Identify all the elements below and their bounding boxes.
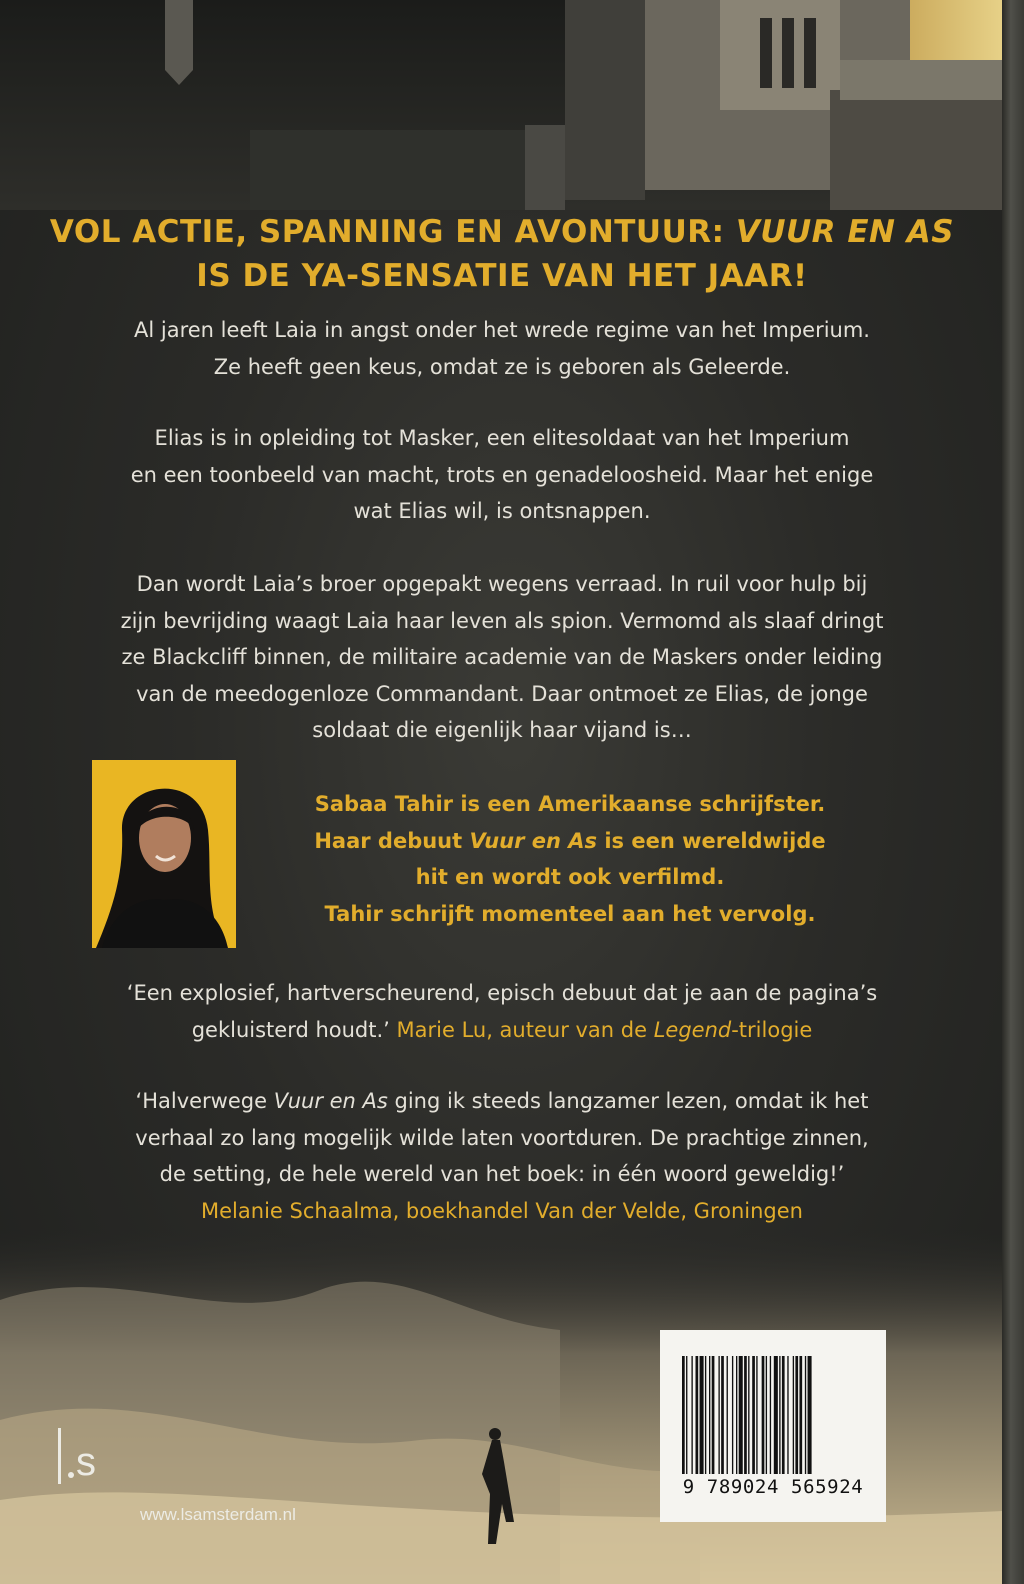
- author-bio: Sabaa Tahir is een Amerikaanse schrijfster. Haar debuut Vuur en As is een wereldwijde hit en wordt ook verfilmd. Tahir schrijft momenteel aan het vervolg.: [314, 792, 826, 926]
- headline-line-2: IS DE YA-SENSATIE VAN HET JAAR!: [196, 258, 808, 294]
- spine-edge: [1002, 0, 1024, 1584]
- barcode-bar: [748, 1356, 749, 1474]
- quote-1-attribution: Marie Lu, auteur van de Legend-trilogie: [396, 1017, 813, 1042]
- barcode: [660, 1330, 886, 1522]
- publisher-website[interactable]: www.lsamsterdam.nl: [140, 1505, 296, 1524]
- barcode-bar: [727, 1356, 728, 1474]
- review-quote-2: ‘Halverwege Vuur en As ging ik steeds langzamer lezen, omdat ik het verhaal zo lang mogelijk wilde laten voortduren. De prachtige zinnen, de setting, de hele wereld van het boek: in één woord geweldig!’ Melanie Schaalma, boekhandel Van der Velde, Groningen: [0, 1083, 1004, 1229]
- barcode-bar: [766, 1356, 767, 1474]
- barcode-bar: [756, 1356, 757, 1474]
- blurb-paragraph-3: Dan wordt Laia’s broer opgepakt wegens verraad. In ruil voor hulp bij zijn bevrijding waagt Laia haar leven als spion. Vermomd als slaaf dringt ze Blackcliff binnen, de militaire academie van de Maskers onder leiding van de meedogenloze Commandant. Daar ontmoet ze Elias, de jonge soldaat die eigenlijk haar vijand is…: [120, 572, 884, 742]
- blurb-paragraph-2: Elias is in opleiding tot Masker, een elitesoldaat van het Imperium en een toonbeeld van macht, trots en genadeloosheid. Maar het enige wat Elias wil, is ontsnappen.: [130, 426, 874, 523]
- author-photo: [92, 760, 236, 948]
- barcode-bar: [808, 1356, 812, 1474]
- barcode-bar: [739, 1356, 743, 1474]
- barcode-bar: [774, 1356, 778, 1474]
- review-quote-1: ‘Een explosief, hartverscheurend, episch debuut dat je aan de pagina’s gekluisterd houdt.’ Marie Lu, auteur van de Legend-trilogie: [126, 981, 878, 1042]
- author-portrait-illustration: [92, 760, 236, 948]
- barcode-bar: [799, 1356, 802, 1474]
- barcode-bar: [732, 1356, 733, 1474]
- barcode-bars: [660, 1330, 886, 1480]
- barcode-bar: [787, 1356, 788, 1474]
- headline: [0, 210, 1004, 298]
- barcode-bar: [700, 1356, 704, 1474]
- barcode-digits: 9 789024 565924: [682, 1476, 864, 1498]
- barcode-bar: [736, 1356, 737, 1474]
- barcode-bar: [709, 1356, 710, 1474]
- barcode-bar: [718, 1356, 719, 1474]
- barcode-bar: [686, 1356, 687, 1474]
- barcode-bar: [705, 1356, 706, 1474]
- barcode-bar: [696, 1356, 699, 1474]
- barcode-bar: [793, 1356, 794, 1474]
- publisher-logo-letter: s: [76, 1440, 96, 1484]
- barcode-bar: [721, 1356, 724, 1474]
- barcode-bar: [744, 1356, 747, 1474]
- barcode-bar: [752, 1356, 755, 1474]
- barcode-bar: [770, 1356, 771, 1474]
- barcode-bar: [795, 1356, 798, 1474]
- barcode-bar: [691, 1356, 692, 1474]
- barcode-bar: [682, 1356, 685, 1474]
- barcode-bar: [782, 1356, 785, 1474]
- barcode-bar: [762, 1356, 765, 1474]
- barcode-bar: [712, 1356, 715, 1474]
- blurb-paragraph-1: Al jaren leeft Laia in angst onder het wrede regime van het Imperium. Ze heeft geen keus, omdat ze is geboren als Geleerde.: [134, 318, 870, 379]
- barcode-bar: [805, 1356, 806, 1474]
- quote-2-attribution: Melanie Schaalma, boekhandel Van der Velde, Groningen: [201, 1198, 803, 1223]
- headline-line-1: VOL ACTIE, SPANNING EN AVONTUUR: VUUR EN AS: [49, 214, 955, 250]
- headline-book-title: VUUR EN AS: [735, 214, 955, 250]
- barcode-bar: [779, 1356, 780, 1474]
